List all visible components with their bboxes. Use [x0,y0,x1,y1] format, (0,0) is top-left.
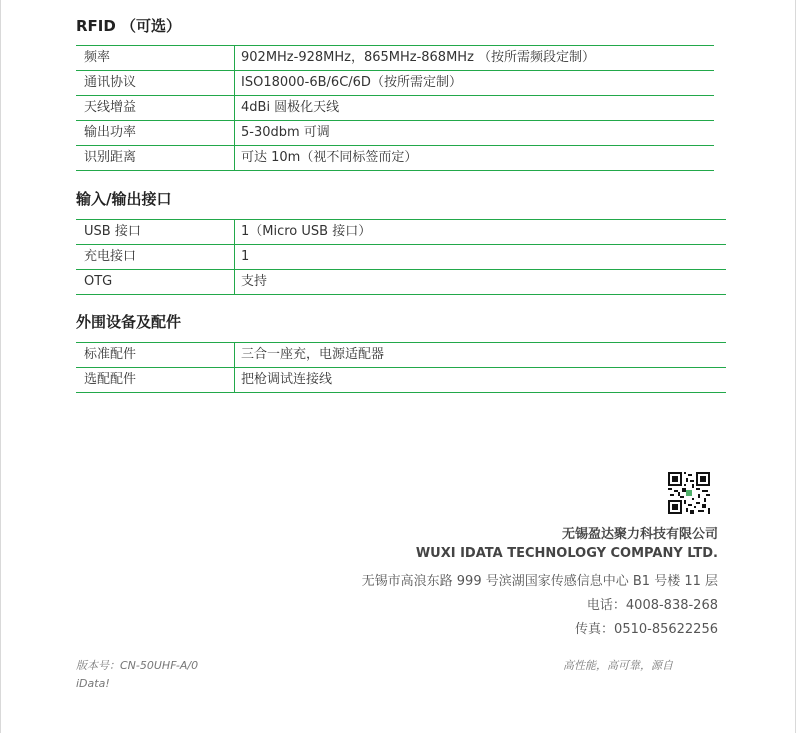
table-row [76,220,726,245]
company-name-en: WUXI IDATA TECHNOLOGY COMPANY LTD. [415,546,718,561]
table-row [76,96,714,121]
table-row [76,343,726,368]
footer-slogan: 高性能，高可靠，源自 [563,659,673,672]
company-telephone: 电话：4008-838-268 [586,598,718,613]
spec-value: ISO18000-6B/6C/6D（按所需定制） [235,71,715,96]
spec-value: 5-30dbm 可调 [235,121,715,146]
section-title-rfid: RFID （可选） [76,17,182,35]
section-title-accessories: 外围设备及配件 [76,313,182,331]
rfid-spec-table [76,45,714,171]
accessories-spec-table [76,342,726,393]
company-name-cn: 无锡盈达聚力科技有限公司 [561,527,718,542]
spec-value: 把枪调试连接线 [235,368,727,393]
spec-value: 1（Micro USB 接口） [235,220,727,245]
table-row [76,245,726,270]
table-row [76,46,714,71]
footer-brand: iData! [76,677,110,690]
spec-label: 输出功率 [76,121,235,146]
qr-code-icon [668,472,710,514]
company-address: 无锡市高浪东路 999 号滨湖国家传感信息中心 B1 号楼 11 层 [361,574,718,589]
spec-label: 标准配件 [76,343,235,368]
spec-label: 识别距离 [76,146,235,171]
spec-label: USB 接口 [76,220,235,245]
table-row [76,121,714,146]
io-spec-table [76,219,726,295]
spec-label: 频率 [76,46,235,71]
table-row [76,270,726,295]
spec-value: 三合一座充，电源适配器 [235,343,727,368]
spec-value: 4dBi 圆极化天线 [235,96,715,121]
spec-value: 1 [235,245,727,270]
page-border-left [0,0,1,733]
section-title-io: 输入/输出接口 [76,190,172,208]
spec-label: OTG [76,270,235,295]
spec-value: 支持 [235,270,727,295]
spec-value: 902MHz-928MHz，865MHz-868MHz （按所需频段定制） [235,46,715,71]
spec-label: 充电接口 [76,245,235,270]
table-row [76,368,726,393]
spec-label: 天线增益 [76,96,235,121]
spec-label: 通讯协议 [76,71,235,96]
table-row [76,146,714,171]
company-fax: 传真：0510-85622256 [575,622,718,637]
spec-value: 可达 10m（视不同标签而定） [235,146,715,171]
spec-label: 选配配件 [76,368,235,393]
footer-version: 版本号：CN-50UHF-A/0 [76,659,199,672]
table-row [76,71,714,96]
